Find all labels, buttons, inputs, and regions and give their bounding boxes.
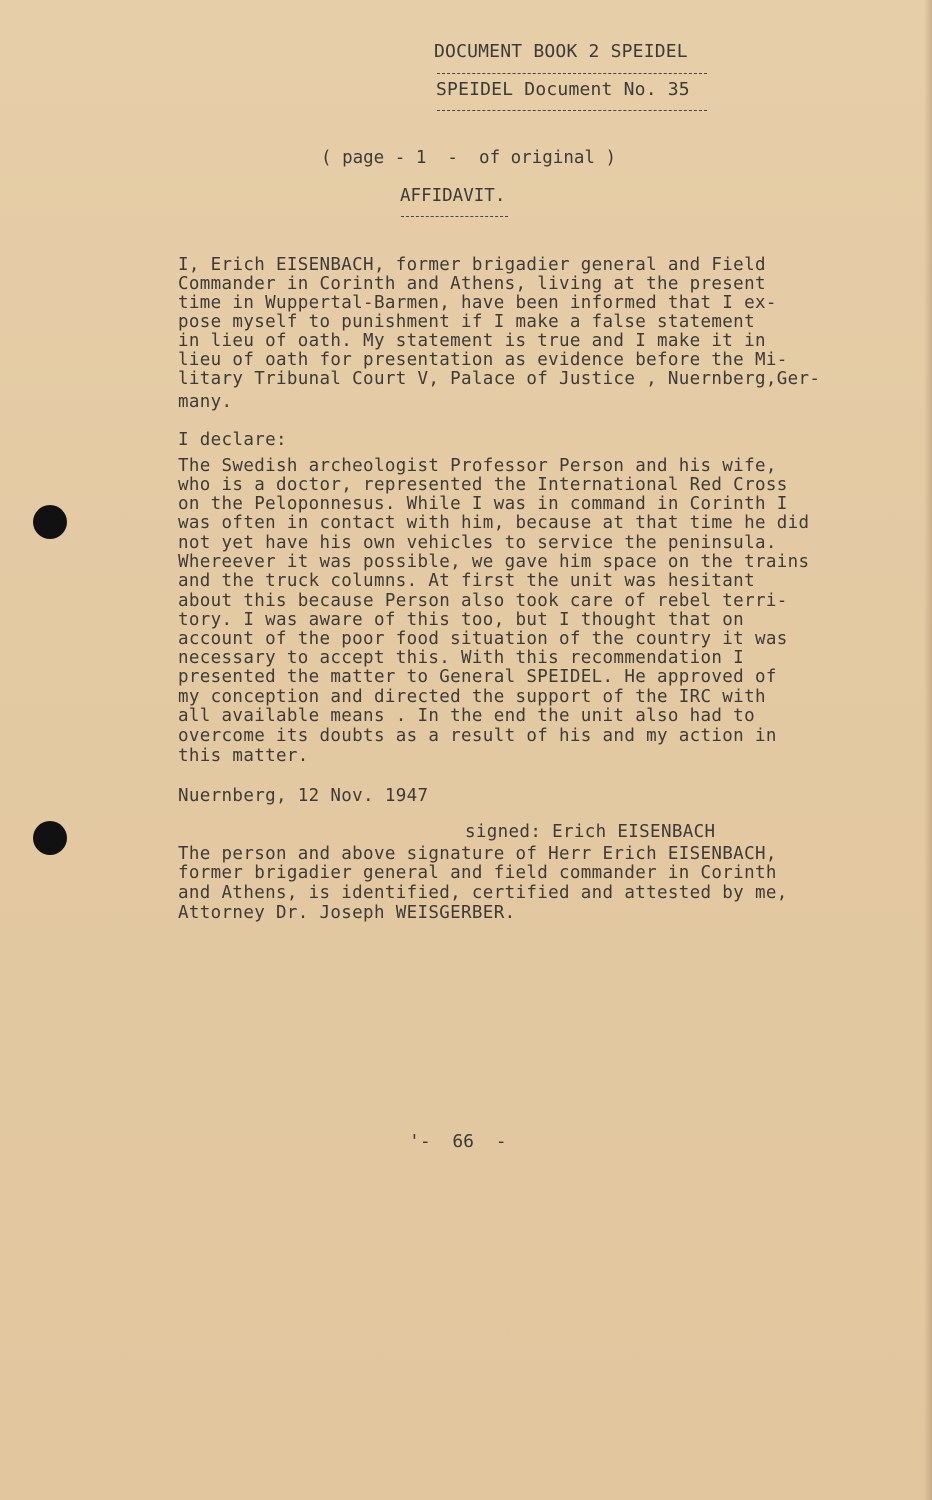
text-line: all available means . In the end the unit also had to — [178, 706, 755, 726]
text-line: lieu of oath for presentation as evidence before the Mi- — [178, 350, 788, 370]
text-line: and Athens, is identified, certified and attested by me, — [178, 883, 788, 903]
text-line: many. — [178, 392, 233, 412]
text-line: not yet have his own vehicles to service the peninsula. — [178, 533, 777, 553]
punch-hole-icon — [33, 821, 67, 855]
text-line: Whereever it was possible, we gave him space on the trains — [178, 552, 810, 572]
text-line: time in Wuppertal-Barmen, have been informed that I ex- — [178, 293, 777, 313]
text-line: necessary to accept this. With this recommendation I — [178, 648, 745, 668]
text-line: I, Erich EISENBACH, former brigadier general and Field — [178, 255, 766, 275]
text-line: overcome its doubts as a result of his and my action in — [178, 726, 777, 746]
text-line: and the truck columns. At first the unit was hesitant — [178, 571, 755, 591]
text-line: account of the poor food situation of the country it was — [178, 629, 788, 649]
text-line: pose myself to punishment if I make a false statement — [178, 312, 755, 332]
page-reference: ( page - 1 - of original ) — [321, 148, 617, 168]
text-line: Attorney Dr. Joseph WEISGERBER. — [178, 903, 516, 923]
text-line: tory. I was aware of this too, but I thought that on — [178, 610, 745, 630]
affidavit-title: AFFIDAVIT. — [400, 186, 506, 206]
paper-edge — [924, 0, 932, 1500]
text-line: was often in contact with him, because at that time he did — [178, 513, 810, 533]
place-date: Nuernberg, 12 Nov. 1947 — [178, 786, 429, 806]
text-line: The Swedish archeologist Professor Person and his wife, — [178, 456, 777, 476]
title-underline — [401, 216, 508, 217]
text-line: on the Peloponnesus. While I was in command in Corinth I — [178, 494, 788, 514]
text-line: who is a doctor, represented the International Red Cross — [178, 475, 788, 495]
punch-hole-icon — [33, 505, 67, 539]
text-line: presented the matter to General SPEIDEL. He approved of — [178, 667, 777, 687]
text-line: The person and above signature of Herr Erich EISENBACH, — [178, 844, 777, 864]
declare-heading: I declare: — [178, 430, 287, 450]
text-line: Commander in Corinth and Athens, living at the present — [178, 274, 766, 294]
signature-line: signed: Erich EISENBACH — [465, 822, 716, 842]
page-number: '- 66 - — [409, 1131, 507, 1152]
document-book-title: DOCUMENT BOOK 2 SPEIDEL — [434, 41, 688, 62]
header-divider — [437, 110, 707, 111]
text-line: in lieu of oath. My statement is true and I make it in — [178, 331, 766, 351]
text-line: former brigadier general and field commander in Corinth — [178, 863, 777, 883]
text-line: my conception and directed the support of the IRC with — [178, 687, 766, 707]
header-divider — [437, 73, 707, 74]
text-line: litary Tribunal Court V, Palace of Justice , Nuernberg,Ger- — [178, 369, 821, 389]
text-line: about this because Person also took care of rebel terri- — [178, 591, 788, 611]
document-number: SPEIDEL Document No. 35 — [436, 79, 690, 100]
text-line: this matter. — [178, 746, 309, 766]
